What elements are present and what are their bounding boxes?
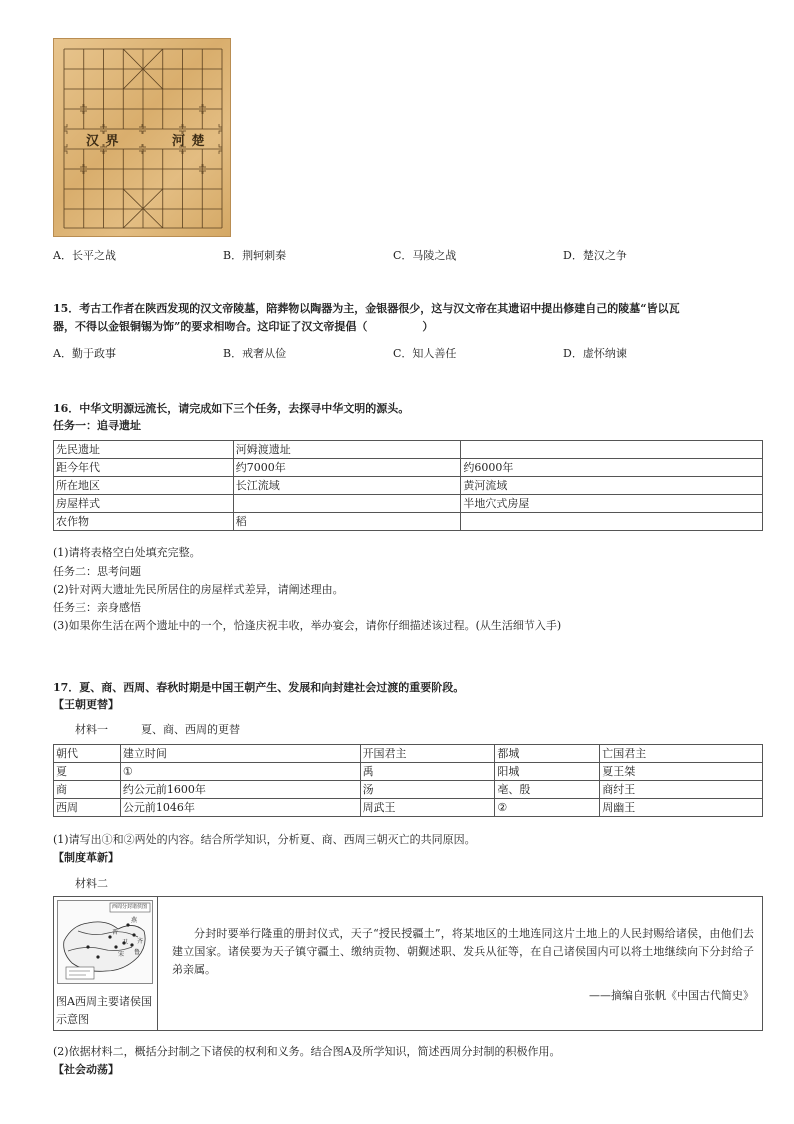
table-cell: 汤 <box>360 781 495 799</box>
map-title: 西周分封诸侯图 <box>112 904 148 910</box>
table-cell-blank[interactable]: ① <box>120 763 360 781</box>
table-header-cell: 都城 <box>495 745 600 763</box>
chess-board-image <box>53 38 231 237</box>
table-row <box>54 477 763 495</box>
q15-option-d[interactable]: D．虚怀纳谏 <box>563 347 627 360</box>
table-cell: 所在地区 <box>54 477 234 495</box>
table-cell: 约公元前1600年 <box>120 781 360 799</box>
table-cell: 约6000年 <box>461 459 763 477</box>
q16-task1-heading: 任务一：追寻遗址 <box>53 419 141 432</box>
river-label-han: 汉 界 <box>86 134 120 149</box>
table-row <box>54 763 763 781</box>
table-cell: 周幽王 <box>600 799 763 817</box>
q15-option-c[interactable]: C．知人善任 <box>393 347 457 360</box>
map-label-qi: 齐 <box>137 938 144 945</box>
q16-sites-table <box>53 440 763 531</box>
table-row <box>54 799 763 817</box>
table-row <box>54 441 763 459</box>
q16-sub1: (1)请将表格空白处填充完整。 <box>53 546 201 559</box>
western-zhou-map <box>57 900 153 984</box>
table-cell: 距今年代 <box>54 459 234 477</box>
table-row <box>54 781 763 799</box>
q14-option-b[interactable]: B．荆轲刺秦 <box>223 249 287 262</box>
table-cell: 黄河流域 <box>461 477 763 495</box>
q17-dynasty-table <box>53 744 763 817</box>
q16-sub2: (2)针对两大遗址先民所居住的房屋样式差异，请阐述理由。 <box>53 583 344 596</box>
map-label-lu: 鲁 <box>134 949 141 956</box>
table-cell: 河姆渡遗址 <box>233 441 461 459</box>
material2-source: ——摘编自张帆《中国古代简史》 <box>589 989 754 1002</box>
table-cell: 先民遗址 <box>54 441 234 459</box>
river-label-chu: 河 楚 <box>172 134 206 149</box>
table-row <box>54 745 763 763</box>
q17-section-turmoil: 【社会动荡】 <box>53 1063 119 1076</box>
table-cell: 夏 <box>54 763 121 781</box>
q15-option-b[interactable]: B．戒奢从俭 <box>223 347 287 360</box>
material2-text: 分封时要举行隆重的册封仪式，天子“授民授疆土”，将某地区的土地连同这片土地上的人民封赐给诸侯，由他们去建立国家。诸侯要为天子镇守疆土、缴纳贡物、朝觐述职、发兵从征等，在自己诸侯国内可以将土地继续向下分封给子弟亲属。 <box>172 927 754 976</box>
map-label-yan: 燕 <box>131 917 138 924</box>
table-header-cell: 亡国君主 <box>600 745 763 763</box>
table-cell: 阳城 <box>495 763 600 781</box>
q14-option-a[interactable]: A．长平之战 <box>53 249 116 262</box>
q17-sub1: (1)请写出①和②两处的内容。结合所学知识，分析夏、商、西周三朝灭亡的共同原因。 <box>53 833 476 846</box>
table-row <box>54 459 763 477</box>
table-cell: 农作物 <box>54 513 234 531</box>
q16-title: 16．中华文明源远流长，请完成如下三个任务，去探寻中华文明的源头。 <box>53 402 410 415</box>
q17-section-system: 【制度革新】 <box>53 851 119 864</box>
table-cell: 半地穴式房屋 <box>461 495 763 513</box>
q17-material2-heading: 材料二 <box>75 877 108 890</box>
table-cell: 周武王 <box>360 799 495 817</box>
q16-sub3: (3)如果你生活在两个遗址中的一个，恰逢庆祝丰收，举办宴会，请你仔细描述该过程。(从生活细节入手) <box>53 619 562 632</box>
table-cell: 约7000年 <box>233 459 461 477</box>
table-cell: 商 <box>54 781 121 799</box>
table-cell: 亳、殷 <box>495 781 600 799</box>
table-cell: 禹 <box>360 763 495 781</box>
table-header-cell: 建立时间 <box>120 745 360 763</box>
table-cell-blank[interactable] <box>461 513 763 531</box>
table-row <box>54 513 763 531</box>
q17-sub2: (2)依据材料二，概括分封制之下诸侯的权利和义务。结合图A及所学知识，简述西周分封制的积极作用。 <box>53 1045 561 1058</box>
table-cell-blank[interactable] <box>233 495 461 513</box>
table-cell: 稻 <box>233 513 461 531</box>
table-cell: 房屋样式 <box>54 495 234 513</box>
map-label-jin: 晋 <box>112 929 119 936</box>
q15-stem-line2: 器，不得以金银铜锡为饰”的要求相吻合。这印证了汉文帝提倡（ ） <box>53 320 434 333</box>
table-header-cell: 开国君主 <box>360 745 495 763</box>
table-cell: 长江流域 <box>233 477 461 495</box>
q17-title: 17．夏、商、西周、春秋时期是中国王朝产生、发展和向封建社会过渡的重要阶段。 <box>53 681 465 694</box>
q16-task3-heading: 任务三：亲身感悟 <box>53 601 141 614</box>
q16-task2-heading: 任务二：思考问题 <box>53 565 141 578</box>
q14-option-c[interactable]: C．马陵之战 <box>393 249 457 262</box>
map-label-wei: 卫 <box>122 939 129 946</box>
table-cell-blank[interactable]: ② <box>495 799 600 817</box>
map-caption: 图A西周主要诸侯国示意图 <box>56 995 152 1026</box>
table-row <box>54 495 763 513</box>
table-cell: 商纣王 <box>600 781 763 799</box>
map-label-song: 宋 <box>118 951 125 958</box>
material2-box <box>53 896 763 1031</box>
map-cell <box>54 897 158 1030</box>
q15-option-a[interactable]: A．勤于政事 <box>53 347 116 360</box>
table-cell: 夏王桀 <box>600 763 763 781</box>
table-cell-blank[interactable] <box>461 441 763 459</box>
table-cell: 公元前1046年 <box>120 799 360 817</box>
q17-section-dynasty: 【王朝更替】 <box>53 698 119 711</box>
table-cell: 西周 <box>54 799 121 817</box>
q17-material1-heading: 材料一 夏、商、西周的更替 <box>75 723 240 736</box>
table-header-cell: 朝代 <box>54 745 121 763</box>
q15-stem-line1: 15．考古工作者在陕西发现的汉文帝陵墓，陪葬物以陶器为主，金银器很少，这与汉文帝在其遗诏中提出修建自己的陵墓“皆以瓦 <box>53 302 680 315</box>
q14-option-d[interactable]: D．楚汉之争 <box>563 249 627 262</box>
